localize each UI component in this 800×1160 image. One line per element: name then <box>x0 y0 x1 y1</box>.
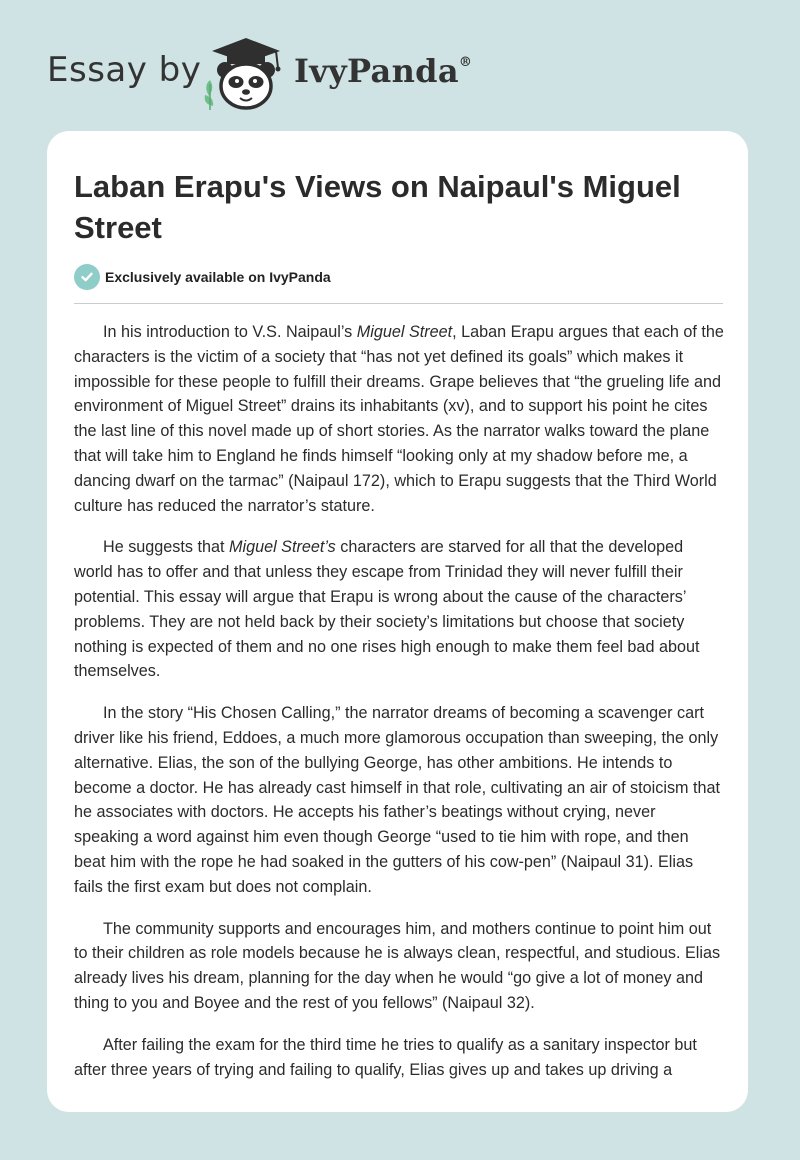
essay-paragraph <box>74 320 724 518</box>
text-run: , Laban Erapu argues that each of the characters is the victim of a society that “has not yet defined its goals” which makes it impossible for these people to fulfill their dreams. Grape believes that “the grueling life and environment of Miguel Street” drains its inhabitants (xv), and to support his point he cites the last line of this novel made up of short stories. As the narrator walks toward the plane that will take him to England he finds himself “looking only at my shadow before me, a dancing dwarf on the tarmac” (Naipaul 172), which to Erapu suggests that the Third World culture has reduced the narrator’s stature. <box>74 323 724 515</box>
italic-title-run: Miguel Street’s <box>228 538 336 557</box>
essay-paragraph <box>74 701 724 899</box>
text-run: After failing the exam for the third time he tries to qualify as a sanitary inspector but after three years of trying and failing to qualify, Elias gives up and takes up driving a <box>74 1035 697 1079</box>
panda-graduate-icon <box>200 36 292 112</box>
essay-card <box>47 131 748 1112</box>
text-run: The community supports and encourages him, and mothers continue to point him out to their children as role models because he is always clean, respectful, and studious. Elias already lives his dream, planning for the day when he would “go give a lot of money and thing to you and Boyee and the rest of you fellows” (Naipaul 32). <box>74 919 721 1012</box>
essay-paragraph <box>74 535 724 684</box>
badge-label: Exclusively available on IvyPanda <box>105 269 331 285</box>
text-run: In the story “His Chosen Calling,” the narrator dreams of becoming a scavenger cart driver like his friend, Eddoes, a much more glamorous occupation than sweeping, the only alternative. Elias, the son of the bullying George, has other ambitions. He intends to become a doctor. He has already cast himself in that role, cultivating an air of stoicism that he associates with doctors. He accepts his father’s beatings without crying, never speaking a word against him even though George “used to tie him with rope, and then beat him with the rope he had soaked in the gutters of his cow-pen” (Naipaul 31). Elias fails the first exam but does not complain. <box>74 704 721 896</box>
divider <box>74 303 723 304</box>
site-header <box>0 0 800 130</box>
essay-body <box>74 320 724 1099</box>
text-run: In his introduction to V.S. Naipaul’s <box>103 323 357 341</box>
text-run: characters are starved for all that the developed world has to offer and that unless they escape from Trinidad they will never fulfill their potential. This essay will argue that Erapu is wrong about the cause of the characters’ problems. They are not held back by their society’s limitations but choose that society nothing is expected of them and no one rises high enough to make them feel bad about themselves. <box>74 538 700 681</box>
essay-paragraph <box>74 1033 724 1083</box>
text-run: He suggests that <box>103 538 229 557</box>
registered-mark: ® <box>458 55 473 71</box>
italic-title-run: Miguel Street <box>356 323 453 341</box>
exclusive-badge <box>74 264 331 290</box>
brand-name <box>294 52 472 90</box>
essay-paragraph <box>74 917 724 1016</box>
page-title: Laban Erapu's Views on Naipaul's Miguel Street <box>74 169 681 245</box>
brand-prefix: Essay by <box>47 50 202 90</box>
check-circle-icon <box>74 264 100 290</box>
brand-name-text: IvyPanda <box>294 52 459 90</box>
